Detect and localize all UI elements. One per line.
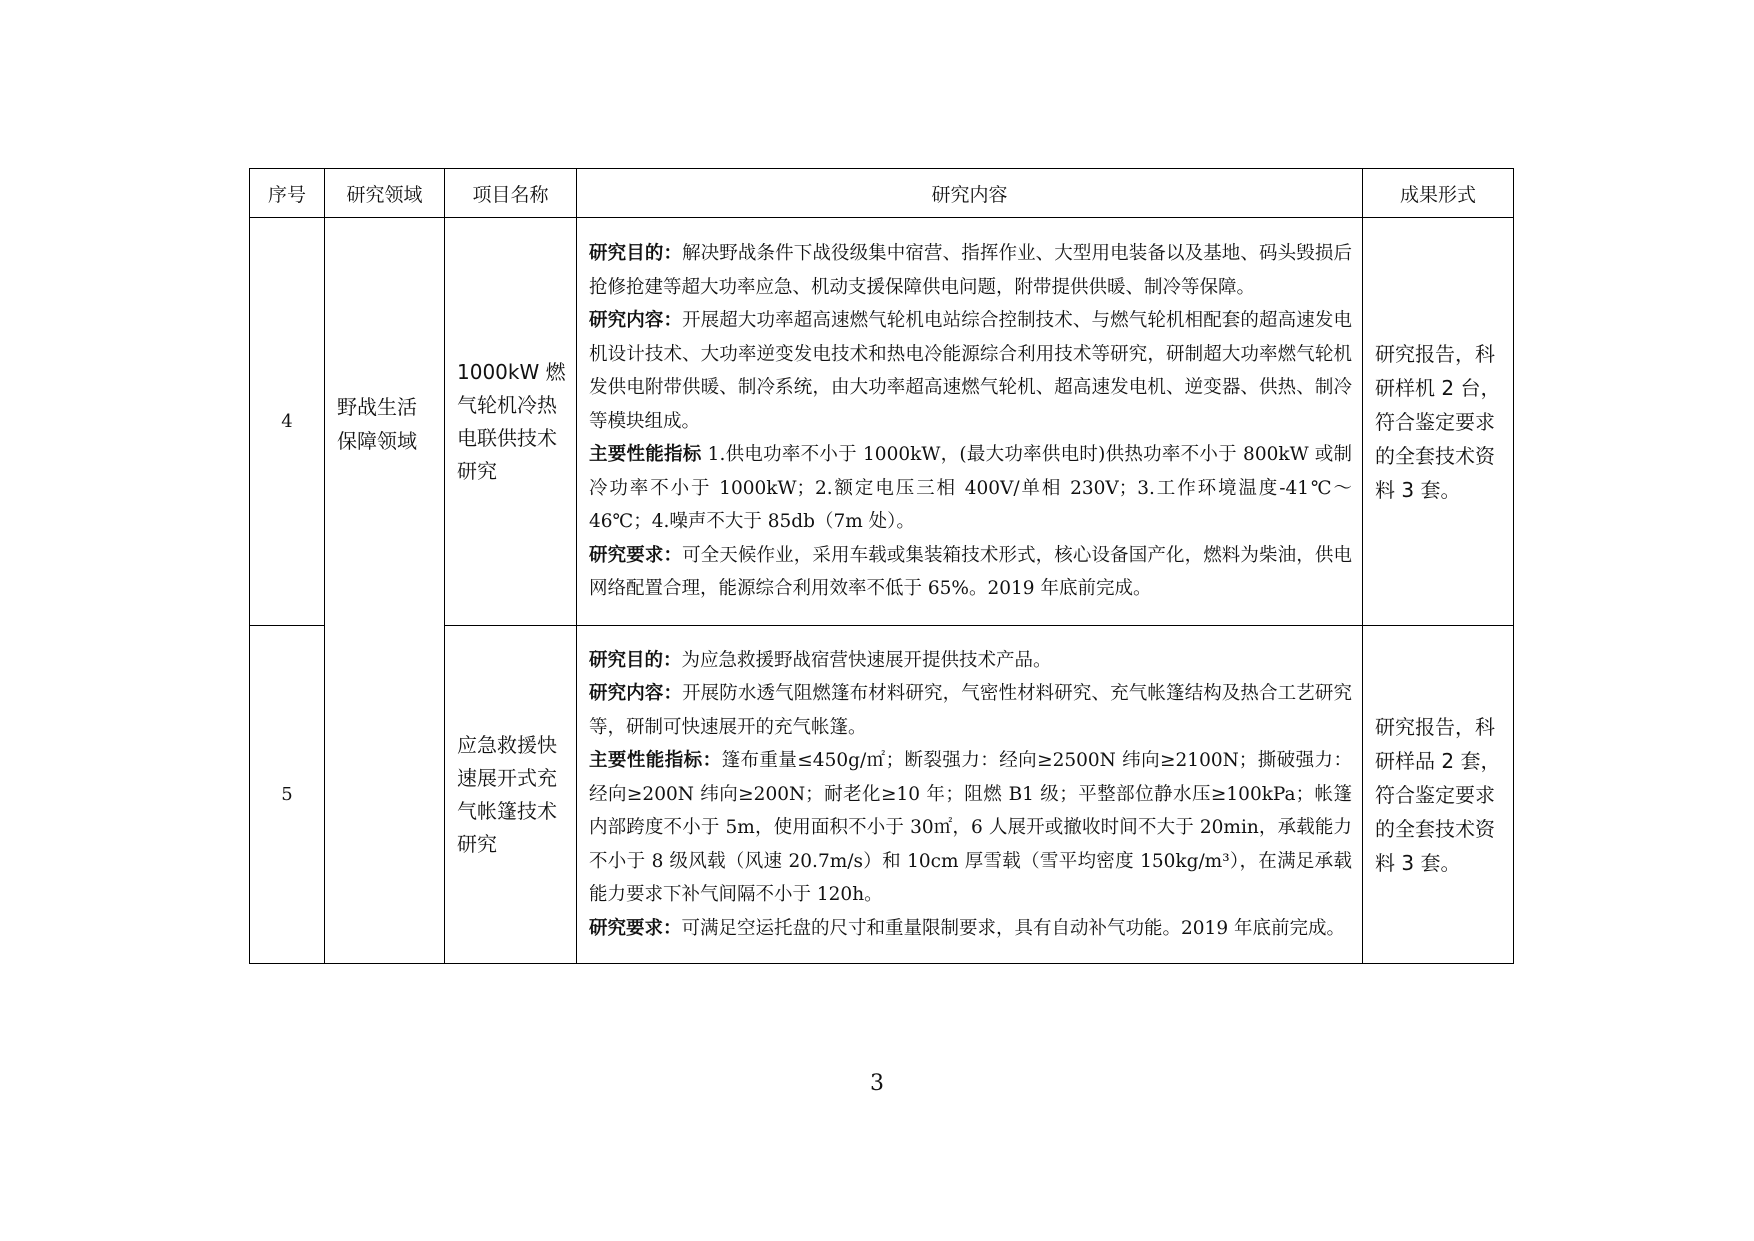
content-label: 主要性能指标: [589, 444, 702, 466]
research-field-line: 保障领域: [337, 429, 417, 453]
project-name-cell: [445, 218, 577, 626]
research-field-cell: [325, 218, 445, 964]
result-line: 的全套技术资: [1375, 443, 1495, 468]
research-projects-table: [249, 168, 1514, 964]
result-line: 研究报告，科: [1375, 341, 1495, 366]
content-label: 研究要求：: [589, 917, 682, 939]
result-form-cell: [1363, 626, 1514, 964]
content-text: 解决野战条件下战役级集中宿营、指挥作业、大型用电装备以及基地、码头毁损后抢修抢建等超大功率应急、机动支援保障供电问题，附带提供供暖、制冷等保障。: [589, 243, 1352, 298]
content-text: 1.供电功率不小于 1000kW，(最大功率供电时)供热功率不小于 800kW 或制冷功率不小于 1000kW；2.额定电压三相 400V/单相 230V；3.工作环境温度-41℃～46℃；4.噪声不大于 85db（7m 处）。: [589, 444, 1352, 533]
content-paragraph-requirements: [589, 912, 1352, 946]
result-line: 的全套技术资: [1375, 816, 1495, 841]
header-name: 项目名称: [445, 169, 577, 218]
content-paragraph-content: [589, 304, 1352, 438]
content-paragraph-purpose: [589, 237, 1352, 304]
row-number: 5: [250, 626, 325, 964]
project-name-line: 应急救援快: [457, 732, 557, 757]
row-number: 4: [250, 218, 325, 626]
header-field: 研究领域: [325, 169, 445, 218]
result-line: 符合鉴定要求: [1375, 409, 1495, 434]
content-label: 研究目的：: [589, 649, 682, 671]
project-name-cell: [445, 626, 577, 964]
table-header-row: [250, 169, 1514, 218]
result-line: 研样机 2 台，: [1375, 375, 1501, 400]
result-line: 符合鉴定要求: [1375, 782, 1495, 807]
research-content-cell: [577, 218, 1363, 626]
content-text: 为应急救援野战宿营快速展开提供技术产品。: [681, 649, 1052, 671]
content-paragraph-specs: [589, 438, 1352, 539]
research-field-line: 野战生活: [337, 395, 417, 419]
content-paragraph-purpose: [589, 644, 1352, 678]
research-content-cell: [577, 626, 1363, 964]
project-name-line: 研究: [457, 831, 497, 856]
content-text: 篷布重量≤450g/㎡；断裂强力：经向≥2500N 纬向≥2100N；撕破强力：经向≥200N 纬向≥200N；耐老化≥10 年；阻燃 B1 级；平整部位静水压≥100kPa；帐篷内部跨度不小于 5m，使用面积不小于 30㎡，6 人展开或撤收时间不大于 20min，承载能力不小于 8 级风载（风速 20.7m/s）和 10cm 厚雪载（雪平均密度 150kg/m³），在满足承载能力要求下补气间隔不小于 120h。: [589, 750, 1352, 906]
result-form-cell: [1363, 218, 1514, 626]
result-line: 料 3 套。: [1375, 850, 1461, 875]
content-paragraph-content: [589, 677, 1352, 744]
content-text: 可全天候作业，采用车载或集装箱技术形式，核心设备国产化，燃料为柴油，供电网络配置合理，能源综合利用效率不低于 65%。2019 年底前完成。: [589, 544, 1352, 600]
header-no: 序号: [250, 169, 325, 218]
content-text: 开展超大功率超高速燃气轮机电站综合控制技术、与燃气轮机相配套的超高速发电机设计技术、大功率逆变发电技术和热电冷能源综合利用技术等研究，研制超大功率燃气轮机发供电附带供暖、制冷系统，由大功率超高速燃气轮机、超高速发电机、逆变器、供热、制冷等模块组成。: [589, 310, 1352, 432]
table-row: [250, 218, 1514, 626]
result-line: 料 3 套。: [1375, 477, 1461, 502]
content-label: 研究目的：: [589, 243, 683, 265]
content-label: 主要性能指标：: [589, 750, 722, 772]
project-name-line: 速展开式充: [457, 765, 557, 790]
content-paragraph-requirements: [589, 539, 1352, 606]
content-label: 研究要求：: [589, 544, 683, 566]
result-line: 研究报告，科: [1375, 714, 1495, 739]
content-paragraph-specs: [589, 744, 1352, 912]
content-label: 研究内容：: [589, 683, 683, 705]
project-name-line: 电联供技术: [457, 425, 557, 450]
header-result: 成果形式: [1363, 169, 1514, 218]
page-number: 3: [870, 1071, 884, 1096]
project-name-line: 研究: [457, 458, 497, 483]
content-label: 研究内容：: [589, 310, 683, 332]
project-name-line: 气帐篷技术: [457, 798, 557, 823]
content-text: 可满足空运托盘的尺寸和重量限制要求，具有自动补气功能。2019 年底前完成。: [681, 917, 1345, 939]
header-content: 研究内容: [577, 169, 1363, 218]
result-line: 研样品 2 套，: [1375, 748, 1501, 773]
content-text: 开展防水透气阻燃篷布材料研究，气密性材料研究、充气帐篷结构及热合工艺研究等，研制可快速展开的充气帐篷。: [589, 683, 1352, 738]
project-name-line: 1000kW 燃: [457, 359, 566, 384]
project-name-line: 气轮机冷热: [457, 392, 557, 417]
